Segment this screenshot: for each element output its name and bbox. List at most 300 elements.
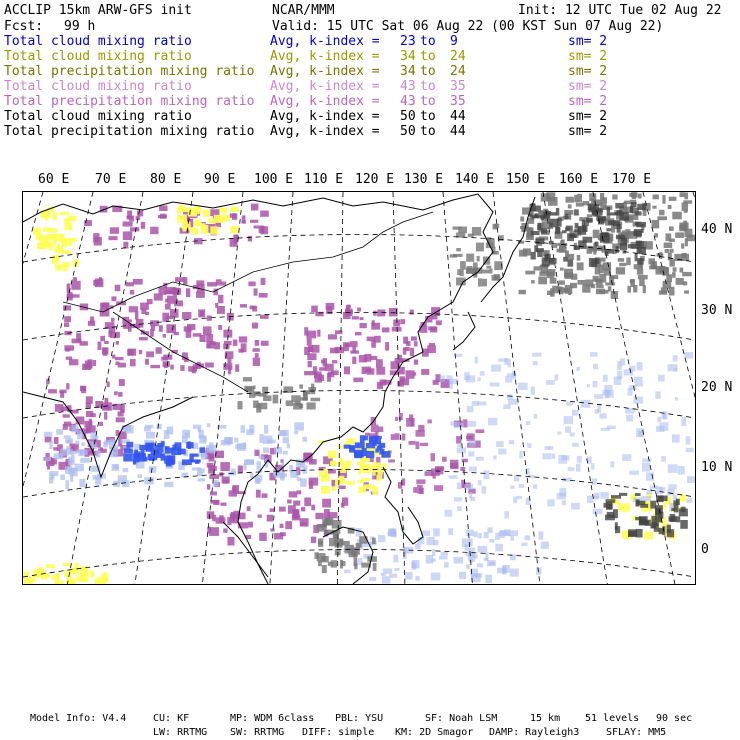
light-blue-cloud-patch (681, 417, 686, 426)
gray-cloud-patch (568, 204, 572, 208)
purple-cloud-patch (315, 374, 323, 382)
purple-cloud-patch (119, 379, 125, 386)
yellow-cloud-patch (55, 264, 62, 270)
footer-cu: CU: KF (153, 713, 190, 724)
gray-cloud-patch (665, 249, 670, 253)
purple-cloud-patch (317, 330, 320, 337)
light-blue-cloud-patch (469, 467, 477, 472)
gray-cloud-patch (318, 538, 323, 547)
purple-cloud-patch (128, 323, 132, 332)
purple-cloud-patch (288, 505, 296, 513)
gray-cloud-patch (589, 193, 596, 201)
light-blue-cloud-patch (466, 530, 474, 537)
purple-cloud-patch (120, 405, 124, 413)
purple-cloud-patch (159, 205, 167, 211)
yellow-cloud-patch (177, 215, 187, 223)
gray-cloud-patch (476, 243, 484, 252)
yellow-cloud-patch (53, 212, 58, 216)
gray-cloud-patch (519, 290, 526, 295)
light-blue-cloud-patch (687, 476, 695, 483)
yellow-cloud-patch (348, 438, 356, 444)
purple-cloud-patch (126, 282, 134, 286)
purple-cloud-patch (64, 322, 69, 327)
purple-cloud-patch (414, 341, 418, 346)
purple-cloud-patch (289, 491, 298, 497)
purple-cloud-patch (307, 338, 312, 345)
light-blue-cloud-patch (224, 437, 230, 442)
gray-cloud-patch (472, 227, 481, 236)
gray-cloud-patch (238, 401, 243, 409)
light-blue-cloud-patch (504, 511, 509, 518)
light-blue-cloud-patch (577, 456, 582, 463)
yellow-cloud-patch (339, 458, 343, 465)
light-blue-cloud-patch (201, 452, 207, 459)
purple-cloud-patch (210, 492, 217, 496)
yellow-cloud-patch (62, 250, 71, 254)
purple-cloud-patch (180, 365, 184, 371)
blue-cloud-patch (165, 448, 173, 454)
purple-cloud-patch (218, 295, 223, 304)
footer-mp: MP: WDM 6class (230, 713, 315, 724)
purple-cloud-patch (419, 488, 424, 495)
purple-cloud-patch (400, 319, 405, 324)
gray-cloud-patch (652, 220, 660, 229)
gray-cloud-patch (574, 195, 577, 202)
purple-cloud-patch (99, 277, 102, 285)
purple-cloud-patch (331, 370, 339, 375)
purple-cloud-patch (304, 498, 311, 507)
purple-cloud-patch (367, 368, 375, 374)
yellow-cloud-patch (62, 238, 71, 246)
light-blue-cloud-patch (466, 565, 470, 569)
purple-cloud-patch (399, 413, 403, 420)
purple-cloud-patch (360, 317, 364, 320)
gray-cloud-patch (332, 520, 342, 529)
light-blue-cloud-patch (557, 432, 561, 435)
purple-cloud-patch (406, 370, 415, 378)
purple-cloud-patch (442, 457, 447, 462)
purple-cloud-patch (141, 222, 146, 229)
light-blue-cloud-patch (259, 434, 263, 443)
light-blue-cloud-patch (531, 387, 535, 395)
blue-cloud-patch (355, 442, 365, 448)
gray-cloud-patch (595, 257, 599, 264)
legend-field: Total cloud mixing ratio (4, 79, 192, 94)
light-blue-cloud-patch (482, 486, 487, 494)
light-blue-cloud-patch (192, 467, 201, 470)
light-blue-cloud-patch (469, 440, 477, 447)
legend-smoothing: sm= 2 (568, 94, 608, 109)
gray-cloud-patch (243, 377, 252, 381)
gray-cloud-patch (654, 528, 660, 532)
gray-cloud-patch (576, 203, 584, 207)
longitude-label: 80 E (150, 172, 182, 187)
footer-pbl: PBL: YSU (335, 713, 384, 724)
light-blue-cloud-patch (103, 442, 108, 447)
purple-cloud-patch (436, 320, 442, 325)
light-blue-cloud-patch (70, 474, 73, 482)
purple-cloud-patch (107, 382, 110, 388)
purple-cloud-patch (392, 327, 402, 332)
light-blue-cloud-patch (498, 449, 506, 455)
gray-cloud-patch (672, 212, 682, 220)
gray-cloud-patch (567, 254, 574, 260)
purple-cloud-patch (416, 442, 420, 450)
purple-cloud-patch (388, 459, 395, 462)
light-blue-cloud-patch (44, 432, 53, 437)
light-blue-cloud-patch (60, 449, 69, 456)
light-blue-cloud-patch (255, 478, 260, 484)
yellow-cloud-patch (63, 563, 72, 566)
purple-cloud-patch (322, 499, 331, 508)
purple-cloud-patch (71, 281, 80, 290)
gray-cloud-patch (538, 277, 547, 285)
purple-cloud-patch (309, 478, 319, 486)
light-blue-cloud-patch (467, 421, 476, 427)
purple-cloud-patch (416, 430, 425, 437)
gray-cloud-patch (607, 207, 610, 215)
gray-cloud-patch (550, 278, 557, 284)
light-blue-cloud-patch (526, 421, 531, 425)
light-blue-cloud-patch (521, 543, 527, 546)
purple-cloud-patch (431, 453, 436, 461)
purple-cloud-patch (251, 204, 259, 211)
purple-cloud-patch (395, 433, 400, 440)
gray-cloud-patch (322, 565, 327, 573)
purple-cloud-patch (450, 460, 458, 469)
light-blue-cloud-patch (193, 425, 201, 429)
purple-cloud-patch (86, 396, 93, 404)
purple-cloud-patch (110, 227, 119, 234)
legend-to: to (420, 109, 436, 124)
purple-cloud-patch (115, 285, 121, 292)
purple-cloud-patch (422, 349, 429, 357)
gray-cloud-patch (667, 525, 671, 533)
light-blue-cloud-patch (490, 383, 500, 387)
footer-lw: LW: RRTMG (153, 727, 208, 738)
purple-cloud-patch (86, 428, 91, 433)
light-blue-cloud-patch (68, 468, 75, 474)
gray-cloud-patch (577, 194, 582, 202)
light-blue-cloud-patch (123, 468, 129, 472)
purple-cloud-patch (357, 308, 361, 312)
gray-cloud-patch (595, 242, 599, 247)
light-blue-cloud-patch (114, 465, 119, 469)
purple-cloud-patch (371, 425, 379, 433)
purple-cloud-patch (409, 441, 416, 445)
light-blue-cloud-patch (91, 433, 97, 440)
purple-cloud-patch (362, 367, 367, 374)
gray-cloud-patch (663, 281, 672, 289)
gray-cloud-patch (637, 269, 643, 275)
light-blue-cloud-patch (484, 532, 489, 538)
legend-avg-label: Avg, k-index = (270, 124, 380, 139)
yellow-cloud-patch (663, 503, 666, 510)
gray-cloud-patch (559, 280, 565, 284)
gray-cloud-patch (549, 258, 557, 264)
purple-cloud-patch (410, 310, 414, 315)
light-blue-cloud-patch (164, 482, 173, 487)
light-blue-cloud-patch (472, 401, 479, 406)
light-blue-cloud-patch (635, 383, 644, 387)
purple-cloud-patch (260, 211, 269, 217)
purple-cloud-patch (182, 312, 191, 319)
purple-cloud-patch (192, 367, 196, 373)
purple-cloud-patch (352, 316, 359, 319)
gray-cloud-patch (633, 231, 642, 236)
yellow-cloud-patch (358, 471, 361, 475)
longitude-label: 110 E (304, 172, 344, 187)
light-blue-cloud-patch (534, 414, 538, 419)
gray-cloud-patch (570, 234, 577, 238)
gray-cloud-patch (525, 271, 535, 275)
purple-cloud-patch (102, 302, 110, 308)
gray-cloud-patch (618, 258, 624, 262)
legend-k-end: 35 (450, 94, 466, 109)
gray-cloud-patch (295, 401, 301, 406)
light-blue-cloud-patch (634, 377, 643, 383)
purple-cloud-patch (247, 506, 251, 511)
light-blue-cloud-patch (604, 390, 609, 399)
purple-cloud-patch (433, 380, 439, 385)
light-blue-cloud-patch (149, 466, 157, 473)
light-blue-cloud-patch (593, 381, 598, 387)
purple-cloud-patch (280, 524, 284, 528)
light-blue-cloud-patch (634, 397, 644, 404)
light-blue-cloud-patch (394, 568, 399, 571)
purple-cloud-patch (150, 227, 158, 235)
purple-cloud-patch (98, 342, 102, 350)
purple-cloud-patch (476, 429, 485, 433)
gray-cloud-patch (637, 204, 646, 210)
light-blue-cloud-patch (657, 417, 661, 423)
purple-cloud-patch (231, 516, 238, 523)
light-blue-cloud-patch (56, 429, 63, 435)
purple-cloud-patch (311, 505, 315, 511)
longitude-label: 140 E (455, 172, 495, 187)
purple-cloud-patch (66, 357, 73, 360)
purple-cloud-patch (311, 537, 316, 544)
light-blue-cloud-patch (454, 497, 462, 501)
light-blue-cloud-patch (509, 440, 514, 444)
gray-cloud-patch (541, 193, 549, 201)
blue-cloud-patch (191, 459, 201, 462)
yellow-cloud-patch (64, 219, 71, 224)
light-blue-cloud-patch (405, 572, 412, 580)
light-blue-cloud-patch (464, 484, 473, 490)
yellow-cloud-patch (230, 207, 239, 212)
light-blue-cloud-patch (587, 496, 593, 503)
purple-cloud-patch (210, 500, 219, 504)
light-blue-cloud-patch (110, 439, 115, 445)
gray-cloud-patch (666, 274, 672, 282)
gray-cloud-patch (583, 237, 593, 243)
latitude-label: 20 N (701, 380, 733, 395)
purple-cloud-patch (227, 358, 231, 364)
purple-cloud-patch (63, 414, 70, 417)
purple-cloud-patch (227, 537, 234, 546)
light-blue-cloud-patch (493, 456, 496, 460)
yellow-cloud-patch (330, 461, 337, 465)
purple-cloud-patch (260, 315, 269, 319)
light-blue-cloud-patch (591, 463, 595, 470)
purple-cloud-patch (64, 422, 72, 427)
light-blue-cloud-patch (241, 425, 245, 433)
gray-cloud-patch (636, 499, 640, 506)
purple-cloud-patch (80, 341, 88, 346)
meridian-line (393, 192, 405, 584)
blue-cloud-patch (143, 457, 148, 462)
light-blue-cloud-patch (449, 379, 457, 384)
gray-cloud-patch (613, 220, 620, 226)
purple-cloud-patch (159, 325, 163, 332)
purple-cloud-patch (108, 331, 112, 338)
purple-cloud-patch (223, 344, 229, 350)
light-blue-cloud-patch (496, 441, 504, 447)
gray-cloud-patch (352, 551, 357, 557)
purple-cloud-patch (325, 364, 334, 371)
light-blue-cloud-patch (146, 432, 155, 439)
legend-field: Total cloud mixing ratio (4, 109, 192, 124)
blue-cloud-patch (164, 456, 173, 464)
gray-cloud-patch (680, 268, 684, 273)
legend-k-start: 43 (400, 94, 416, 109)
light-blue-cloud-patch (250, 472, 253, 478)
light-blue-cloud-patch (467, 406, 474, 412)
light-blue-cloud-patch (684, 352, 693, 358)
purple-cloud-patch (239, 336, 247, 342)
light-blue-cloud-patch (257, 461, 262, 469)
gray-cloud-patch (623, 202, 627, 207)
gray-cloud-patch (481, 270, 489, 274)
light-blue-cloud-patch (136, 462, 145, 469)
gray-cloud-patch (681, 243, 684, 248)
yellow-cloud-patch (46, 564, 56, 568)
light-blue-cloud-patch (65, 438, 73, 443)
light-blue-cloud-patch (675, 397, 678, 401)
purple-cloud-patch (428, 326, 436, 330)
purple-cloud-patch (456, 436, 461, 444)
yellow-cloud-patch (336, 479, 344, 483)
light-blue-cloud-patch (71, 425, 78, 432)
purple-cloud-patch (248, 522, 253, 528)
legend-smoothing: sm= 2 (568, 64, 608, 79)
purple-cloud-patch (215, 303, 218, 308)
yellow-cloud-patch (332, 487, 336, 491)
purple-cloud-patch (261, 278, 266, 285)
legend-k-end: 24 (450, 64, 466, 79)
light-blue-cloud-patch (549, 446, 554, 450)
meridian-line (693, 192, 695, 584)
purple-cloud-patch (258, 515, 262, 518)
blue-cloud-patch (126, 442, 133, 448)
blue-cloud-patch (199, 447, 205, 452)
gray-cloud-patch (669, 239, 675, 243)
blue-cloud-patch (124, 448, 133, 453)
yellow-cloud-patch (208, 218, 215, 223)
yellow-cloud-patch (64, 570, 68, 576)
purple-cloud-patch (206, 334, 213, 342)
purple-cloud-patch (76, 333, 81, 341)
purple-cloud-patch (400, 378, 409, 385)
yellow-cloud-patch (361, 465, 371, 473)
legend-field: Total precipitation mixing ratio (4, 124, 255, 139)
border-china (63, 212, 433, 312)
purple-cloud-patch (91, 413, 96, 417)
gray-cloud-patch (596, 285, 604, 288)
yellow-cloud-patch (328, 451, 337, 459)
light-blue-cloud-patch (562, 500, 566, 505)
light-blue-cloud-patch (246, 459, 254, 464)
meridian-line (202, 192, 243, 584)
light-blue-cloud-patch (207, 423, 211, 427)
light-blue-cloud-patch (595, 409, 599, 414)
gray-cloud-patch (544, 215, 550, 219)
light-blue-cloud-patch (672, 434, 680, 442)
gray-cloud-patch (628, 529, 637, 537)
yellow-cloud-patch (361, 478, 370, 481)
purple-cloud-patch (80, 386, 86, 391)
purple-cloud-patch (259, 293, 268, 298)
light-blue-cloud-patch (497, 568, 506, 573)
yellow-cloud-patch (644, 532, 653, 540)
purple-cloud-patch (371, 323, 380, 330)
purple-cloud-patch (196, 280, 204, 285)
purple-cloud-patch (433, 473, 436, 479)
light-blue-cloud-patch (484, 558, 489, 561)
purple-cloud-patch (123, 231, 133, 240)
yellow-cloud-patch (323, 469, 327, 475)
gray-cloud-patch (655, 512, 663, 519)
yellow-cloud-patch (190, 227, 198, 234)
purple-cloud-patch (300, 518, 309, 526)
light-blue-cloud-patch (673, 355, 678, 362)
gray-cloud-patch (651, 522, 656, 529)
coastline-asia (23, 194, 493, 584)
light-blue-cloud-patch (474, 532, 478, 538)
light-blue-cloud-patch (302, 437, 307, 442)
light-blue-cloud-patch (558, 455, 567, 464)
light-blue-cloud-patch (600, 492, 608, 499)
purple-cloud-patch (242, 220, 246, 223)
latitude-label: 0 (701, 542, 709, 557)
gray-cloud-patch (560, 268, 564, 271)
light-blue-cloud-patch (68, 460, 74, 465)
gray-cloud-patch (325, 518, 330, 522)
yellow-cloud-patch (57, 572, 60, 580)
gray-cloud-patch (630, 279, 635, 283)
legend-to: to (420, 79, 436, 94)
gray-cloud-patch (456, 248, 461, 251)
purple-cloud-patch (253, 348, 260, 352)
footer-diff: DIFF: simple (302, 727, 375, 738)
blue-cloud-patch (157, 443, 162, 447)
light-blue-cloud-patch (678, 466, 685, 475)
light-blue-cloud-patch (381, 573, 386, 576)
light-blue-cloud-patch (603, 375, 608, 382)
gray-cloud-patch (654, 233, 658, 237)
legend-avg-label: Avg, k-index = (270, 109, 380, 124)
purple-cloud-patch (261, 341, 269, 346)
meridian-line (135, 192, 193, 584)
blue-cloud-patch (175, 442, 182, 450)
light-blue-cloud-patch (389, 574, 397, 578)
purple-cloud-patch (130, 227, 139, 231)
light-blue-cloud-patch (294, 422, 304, 430)
purple-cloud-patch (112, 355, 116, 359)
gray-cloud-patch (291, 395, 300, 402)
purple-cloud-patch (123, 221, 133, 226)
